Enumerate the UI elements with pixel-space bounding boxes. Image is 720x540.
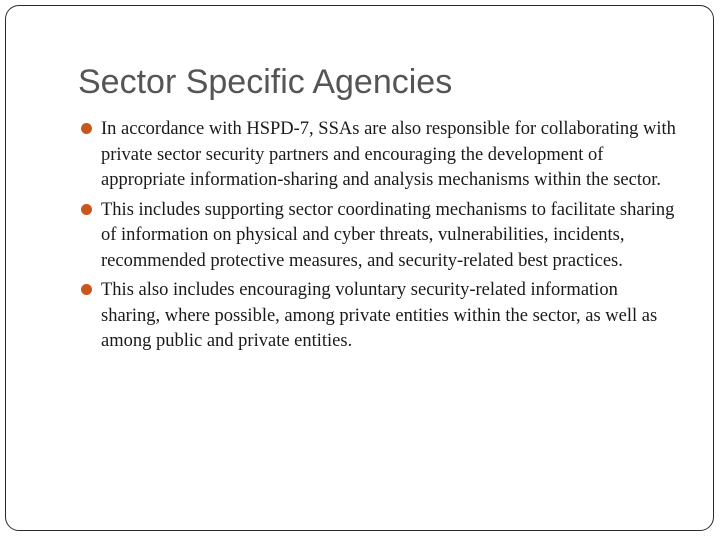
- bullet-dot-icon: [81, 284, 92, 295]
- bullet-item: [81, 198, 676, 275]
- bullet-text: In accordance with HSPD-7, SSAs are also responsible for collaborating with private sector security partners and encouraging the development of appropriate information-sharing and analysis mechanisms within the sector.: [101, 119, 676, 190]
- bullet-text: This also includes encouraging voluntary security-related information sharing, where possible, among private entities within the sector, as well as among public and private entities.: [101, 280, 658, 351]
- bullet-item: [81, 278, 676, 355]
- bullet-list: [81, 117, 676, 359]
- bullet-dot-icon: [81, 123, 92, 134]
- bullet-text: This includes supporting sector coordinating mechanisms to facilitate sharing of information on physical and cyber threats, vulnerabilities, incidents, recommended protective measures, and security-related best practices.: [101, 199, 675, 271]
- slide-title: Sector Specific Agencies: [78, 63, 453, 101]
- bullet-item: [81, 117, 676, 194]
- bullet-dot-icon: [81, 204, 92, 215]
